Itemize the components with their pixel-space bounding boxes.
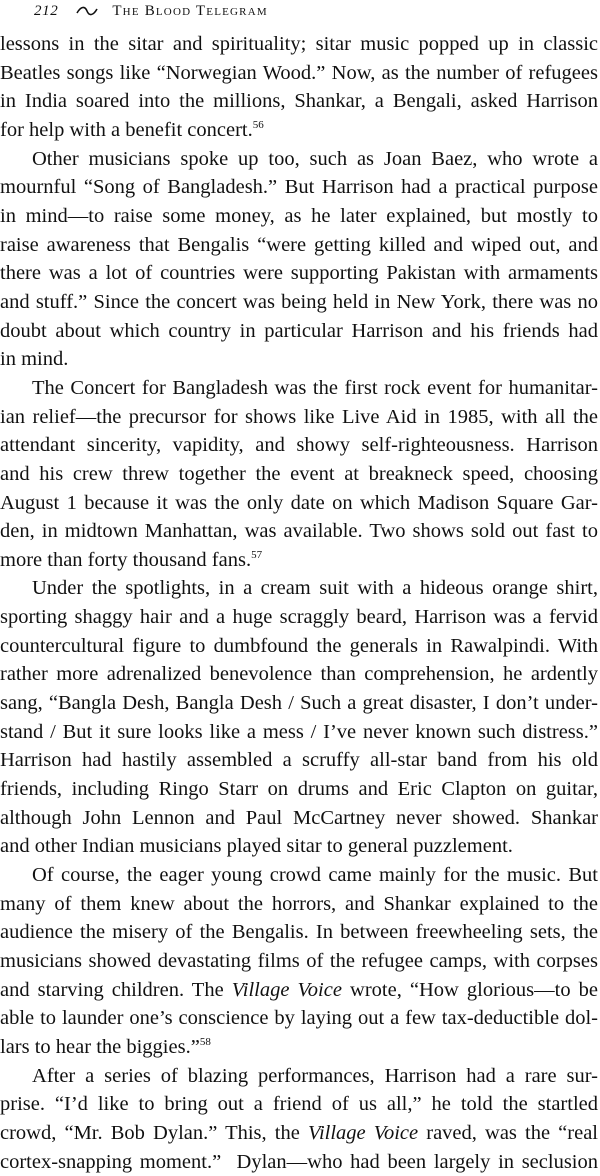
paragraph [0,30,598,145]
text-line: and other Indian musicians played sitar to general puzzlement. [0,835,513,858]
text-line: musicians showed devastating films of the refugee camps, with corpses [0,950,598,972]
text-line: lessons in the sitar and spirituality; sitar music popped up in classic [0,33,598,55]
text-line: rather more adrenalized benevolence than comprehension, he ardently [0,663,598,686]
text-line: cortex-snapping moment.” Dylan—who had been largely in seclusion [0,1150,598,1173]
text-line: After a series of blazing performances, Harrison had a rare sur- [32,1064,598,1087]
footnote-marker: 57 [251,548,263,561]
paragraph [0,145,598,374]
text-line: sang, “Bangla Desh, Bangla Desh / Such a great disaster, I don’t under- [0,692,598,715]
text-line: and his crew threw together the event at breakneck speed, choosing [0,462,598,485]
text-line: more than forty thousand fans.$^{57}$ [0,548,263,571]
text-line: prise. “I’d like to bring out a friend of us all,” he told the startled [0,1093,598,1116]
text-line: Harrison had hastily assembled a scruffy all-star band from his old [0,749,598,772]
footnote-marker: 58 [199,1035,211,1048]
paragraph [0,861,598,1062]
text-line: attendant sincerity, vapidity, and showy self-righteousness. Harrison [0,434,598,457]
text-line: August 1 because it was the only date on which Madison Square Gar- [0,491,598,514]
tilde-ornament-icon [76,5,98,17]
text-line: crowd, “Mr. Bob Dylan.” This, the Village Voice raved, was the “real [0,1121,598,1144]
text-line: audience the misery of the Bengalis. In between freewheeling sets, the [0,921,598,944]
text-line: there was a lot of countries were supporting Pakistan with armaments [0,262,598,285]
running-head [34,0,268,22]
text-line: lars to hear the biggies.”$^{58}$ [0,1035,211,1058]
text-line: Beatles songs like “Norwegian Wood.” Now, as the number of refugees [0,61,598,84]
text-line: in India soared into the millions, Shankar, a Bengali, asked Harrison [0,90,598,113]
paragraph [0,374,598,575]
text-line: The Concert for Bangladesh was the first rock event for humanitar- [32,376,598,399]
text-line: in mind—to raise some money, as he later explained, but mostly to [0,204,598,227]
text-line: Under the spotlights, in a cream suit with a hideous orange shirt, [32,577,598,600]
text-line: many of them knew about the horrors, and Shankar explained to the [0,892,598,915]
body-text [0,30,598,1176]
paragraph [0,574,598,861]
page-number: 212 [34,2,59,19]
publication-title: Village Voice [231,978,342,1001]
text-line: ian relief—the precursor for shows like Live Aid in 1985, with all the [0,405,598,428]
text-line: stand / But it sure looks like a mess / I’ve never known such distress.” [0,720,598,743]
text-line: raise awareness that Bengalis “were getting killed and wiped out, and [0,233,598,256]
text-line: den, in midtown Manhattan, was available. Two shows sold out fast to [0,520,598,543]
text-line: although John Lennon and Paul McCartney never showed. Shankar [0,806,598,829]
publication-title: Village Voice [307,1121,419,1144]
text-line: Other musicians spoke up too, such as Joan Baez, who wrote a [32,147,598,170]
text-line: friends, including Ringo Starr on drums and Eric Clapton on guitar, [0,778,598,801]
footnote-marker: 56 [252,118,264,131]
text-line: sporting shaggy hair and a huge scraggly beard, Harrison was a fervid [0,606,598,629]
text-line: in mind. [0,348,69,371]
paragraph [0,1062,598,1176]
text-line: for help with a benefit concert.$^{56}$ [0,118,264,141]
text-line: doubt about which country in particular Harrison and his friends had [0,319,598,342]
book-title: The Blood Telegram [112,2,268,19]
text-line: able to launder one’s conscience by laying out a few tax-deductible dol- [0,1007,598,1030]
text-line: and stuff.” Since the concert was being held in New York, there was no [0,290,598,313]
text-line: Of course, the eager young crowd came mainly for the music. But [32,864,598,887]
text-line: mournful “Song of Bangladesh.” But Harrison had a practical purpose [0,176,598,199]
text-line: countercultural figure to dumbfound the generals in Rawalpindi. With [0,634,598,657]
text-line: and starving children. The Village Voice wrote, “How glorious—to be [0,978,599,1001]
